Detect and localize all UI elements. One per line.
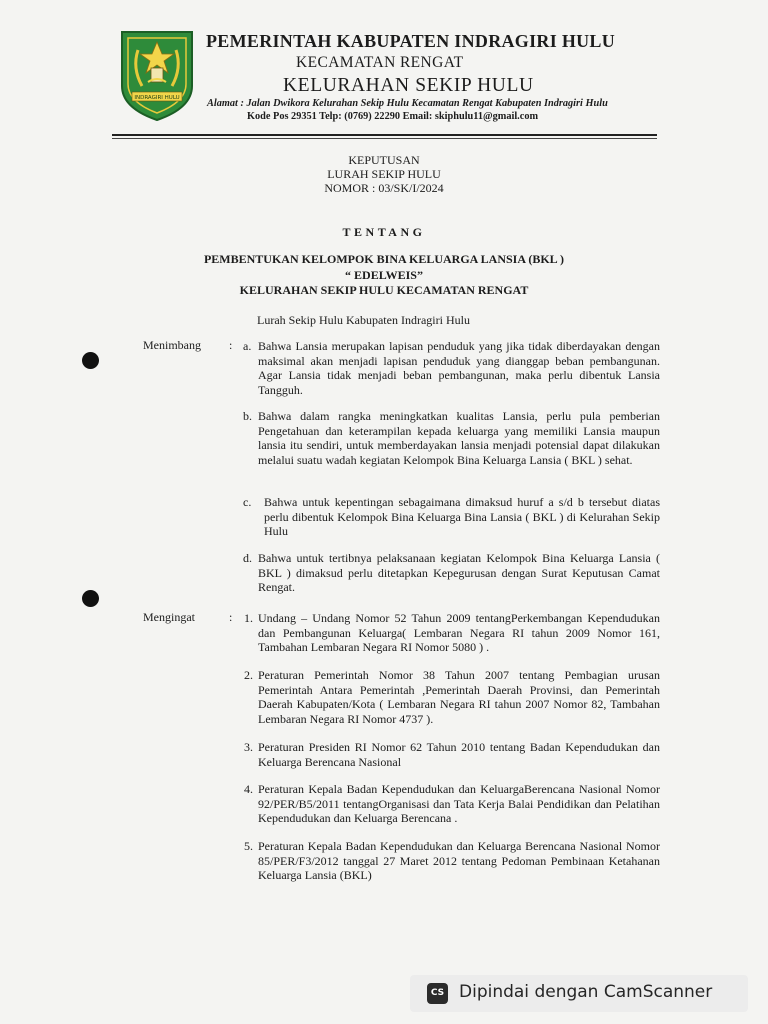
regency-logo (118, 28, 196, 122)
menimbang-colon: : (229, 338, 233, 352)
menimbang-item: Bahwa dalam rangka meningkatkan kualitas Lansia, perlu pula pemberian Pengetahuan dan keterampilan kepada keluarga yang memiliki Lansia maupun lansia itu sendiri, untuk memberdayakan lansia menjadi potensial dapat dilakukan melalui suatu wadah kegiatan Kelompok Bina Keluarga Lansia ( BKL ) sehat. (258, 409, 660, 467)
scanner-badge-label: Dipindai dengan CamScanner (459, 982, 713, 1002)
menimbang-item-mark: d. (243, 551, 252, 565)
decree-tentang: TENTANG (342, 225, 426, 239)
mengingat-item-mark: 5. (244, 839, 253, 853)
mengingat-item: Peraturan Presiden RI Nomor 62 Tahun 2010 tentang Badan Kependudukan dan Keluarga Berencana Nasional (258, 740, 660, 769)
mengingat-item: Peraturan Kepala Badan Kependudukan dan Keluarga Berencana Nasional Nomor 85/PER/F3/2012 tanggal 27 Maret 2012 tentang Pedoman Pembinaan Ketahanan Keluarga Lansia (BKL) (258, 839, 660, 883)
letterhead-government: PEMERINTAH KABUPATEN INDRAGIRI HULU (206, 31, 616, 51)
letterhead-rule-thin (112, 138, 657, 139)
mengingat-item-mark: 2. (244, 668, 253, 682)
scanner-badge (410, 975, 748, 1012)
logo-banner-text: INDRAGIRI HULU (134, 95, 180, 101)
letterhead-contact: Kode Pos 29351 Telp: (0769) 22290 Email: skiphulu11@gmail.com (247, 111, 539, 122)
mengingat-label: Mengingat (143, 610, 195, 624)
letterhead-village: KELURAHAN SEKIP HULU (283, 75, 534, 96)
menimbang-item: Bahwa untuk kepentingan sebagaimana dimaksud huruf a s/d b tersebut diatas perlu dibentuk Kelompok Bina Keluarga Bina Lansia ( BKL ) di Kelurahan Sekip Hulu (264, 495, 660, 539)
decree-intro: Lurah Sekip Hulu Kabupaten Indragiri Hulu (257, 313, 470, 327)
decree-subject-line3: KELURAHAN SEKIP HULU KECAMATAN RENGAT (239, 283, 529, 297)
letterhead-address: Alamat : Jalan Dwikora Kelurahan Sekip Hulu Kecamatan Rengat Kabupaten Indragiri Hulu (207, 98, 608, 109)
menimbang-item-mark: a. (243, 339, 252, 353)
decree-heading: KEPUTUSAN (348, 153, 420, 167)
punch-hole (82, 590, 99, 607)
mengingat-item: Peraturan Kepala Badan Kependudukan dan KeluargaBerencana Nasional Nomor 92/PER/B5/2011 tentangOrganisasi dan Tata Kerja Balai Pendidikan dan Pelatihan Kependudukan dan Keluarga Berencana . (258, 782, 660, 826)
mengingat-item: Undang – Undang Nomor 52 Tahun 2009 tentangPerkembangan Kependudukan dan Pembangunan Keluarga( Lembaran Negara RI tahun 2009 Nomor 161, Tambahan Lembaran Negara RI Nomor 5080 ) . (258, 611, 660, 655)
letterhead-district: KECAMATAN RENGAT (296, 54, 464, 71)
decree-number: NOMOR : 03/SK/I/2024 (324, 181, 444, 195)
punch-hole (82, 352, 99, 369)
camscanner-icon: CS (427, 983, 448, 1004)
mengingat-item-mark: 3. (244, 740, 253, 754)
letterhead-rule (112, 134, 657, 136)
mengingat-item: Peraturan Pemerintah Nomor 38 Tahun 2007 tentang Pembagian urusan Pemerintah Antara Pemerintah ,Pemerintah Daerah Provinsi, dan Pemerintah Daerah Kabupaten/Kota ( Lembaran Negara RI tahun 2007 Nomor 82, Tambahan Lembaran Negara RI Nomor 4737 ). (258, 668, 660, 726)
menimbang-item-mark: b. (243, 409, 252, 423)
decree-subject-line2: “ EDELWEIS” (345, 268, 423, 282)
decree-subject-line1: PEMBENTUKAN KELOMPOK BINA KELUARGA LANSIA (BKL ) (203, 252, 565, 266)
mengingat-item-mark: 1. (244, 611, 253, 625)
menimbang-label: Menimbang (143, 338, 201, 352)
mengingat-colon: : (229, 610, 233, 624)
menimbang-item: Bahwa Lansia merupakan lapisan penduduk yang jika tidak diberdayakan dengan maksimal akan menjadi lapisan penduduk yang dianggap beban pembangunan. Agar Lansia tidak menjadi beban pembangunan, maka perlu dibentuk Lansia Tangguh. (258, 339, 660, 397)
menimbang-item: Bahwa untuk tertibnya pelaksanaan kegiatan Kelompok Bina Keluarga Lansia ( BKL ) dimaksud perlu ditetapkan Kepegurusan dengan Surat Keputusan Camat Rengat. (258, 551, 660, 595)
decree-issuer: LURAH SEKIP HULU (327, 167, 441, 181)
menimbang-item-mark: c. (243, 495, 252, 509)
mengingat-item-mark: 4. (244, 782, 253, 796)
